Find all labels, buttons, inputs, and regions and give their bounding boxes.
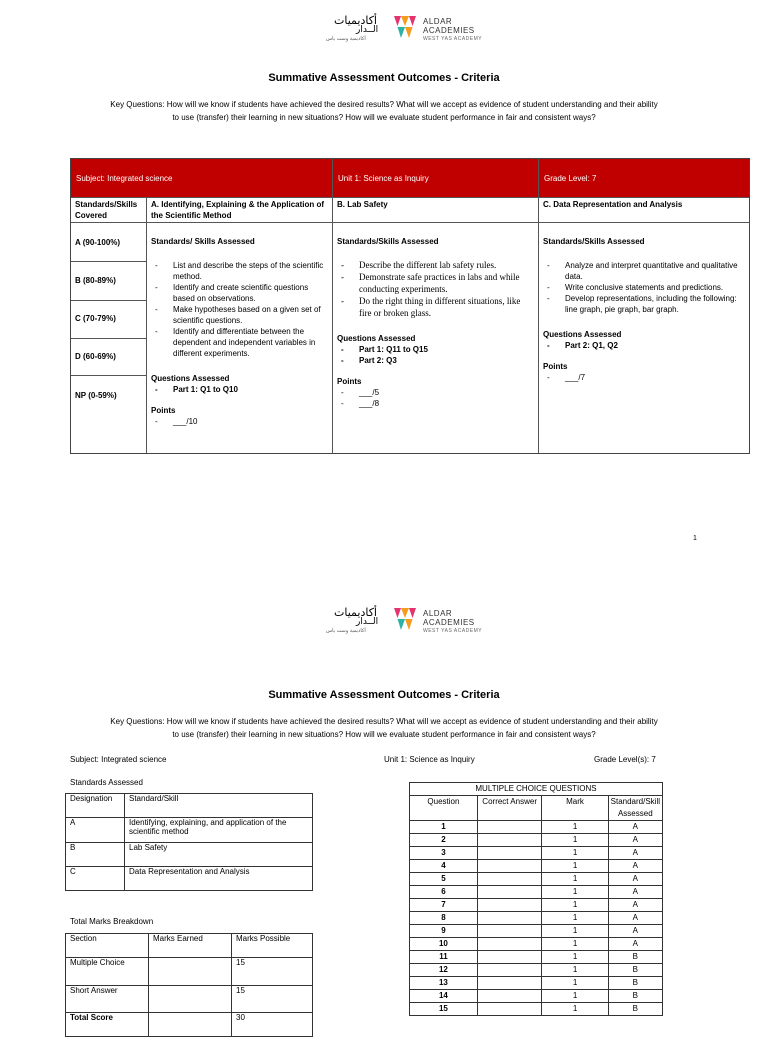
table-cell: 13 <box>410 977 478 990</box>
key-questions-line2: to use (transfer) their learning in new situations? How will we evaluate student performance in fair and consistent ways? <box>172 113 596 122</box>
table-row <box>66 958 313 986</box>
list-item: - ___/5 <box>337 387 535 398</box>
table-row <box>410 860 663 873</box>
table-cell: Data Representation and Analysis <box>125 867 313 891</box>
col-a-questions-heading: Questions Assessed <box>151 374 230 383</box>
table-cell: 1 <box>542 951 608 964</box>
list-item: - Part 1: Q11 to Q15 <box>337 344 535 355</box>
unit-label: Unit 1: Science as Inquiry <box>384 755 475 764</box>
key-questions-line1: Key Questions: How will we know if students have achieved the desired results? What will we accept as evidence of student understanding and their ability <box>110 717 658 726</box>
table-header-cell: Marks Earned <box>149 934 232 958</box>
marks-breakdown-label: Total Marks Breakdown <box>70 917 154 926</box>
table-cell: A <box>66 818 125 843</box>
table-cell: 15 <box>232 986 313 1013</box>
table-cell: B <box>608 990 662 1003</box>
col-b-heading: Standards/Skills Assessed <box>337 237 439 246</box>
logo-english-line1: ALDAR <box>423 17 453 26</box>
table-cell: 14 <box>410 990 478 1003</box>
table-header-cell: Section <box>66 934 149 958</box>
table-cell <box>477 899 542 912</box>
list-item: - Identify and create scientific questions based on observations. <box>151 282 329 304</box>
logo-arabic-sub: أكاديمية وست ياس <box>326 628 366 634</box>
list-item: - Write conclusive statements and predictions. <box>543 282 743 293</box>
table-row <box>410 834 663 847</box>
table-cell: 11 <box>410 951 478 964</box>
list-item: - ___/10 <box>151 416 329 427</box>
list-item: - Demonstrate safe practices in labs and while conducting experiments. <box>337 271 535 295</box>
table-row <box>410 1003 663 1016</box>
table-row <box>410 964 663 977</box>
list-item: - Develop representations, including the following: line graph, pie graph, bar graph. <box>543 293 743 315</box>
logo-arabic-line1: أكاديميات <box>334 14 377 27</box>
mcq-body <box>410 821 663 1016</box>
table-cell: 1 <box>542 847 608 860</box>
grade-b-label: B (80-89%) <box>75 276 116 285</box>
aldar-mark-icon <box>394 606 416 632</box>
table-cell: Multiple Choice <box>66 958 149 986</box>
table-cell: A <box>608 886 662 899</box>
col-b-points-heading: Points <box>337 377 362 386</box>
table-cell: 1 <box>542 899 608 912</box>
table-cell: A <box>608 938 662 951</box>
grade-np-label: NP (0-59%) <box>75 391 117 400</box>
table-cell: 1 <box>542 938 608 951</box>
header-unit-text: Unit 1: Science as Inquiry <box>338 174 429 183</box>
table-cell <box>477 834 542 847</box>
table-row <box>66 794 313 818</box>
table-cell: 5 <box>410 873 478 886</box>
table-row <box>410 925 663 938</box>
table-row <box>410 951 663 964</box>
table-cell <box>477 1003 542 1016</box>
table-row <box>410 990 663 1003</box>
table-cell: B <box>66 843 125 867</box>
table-cell <box>477 964 542 977</box>
col-b-title: B. Lab Safety <box>337 200 388 209</box>
page-number: 1 <box>693 535 697 542</box>
mcq-table <box>409 782 663 1016</box>
list-item: - Do the right thing in different situations, like fire or broken glass. <box>337 295 535 319</box>
col-c-heading: Standards/Skills Assessed <box>543 237 645 246</box>
aldar-logo <box>322 606 492 636</box>
table-cell <box>149 986 232 1013</box>
list-item: - ___/8 <box>337 398 535 409</box>
list-item: - Make hypotheses based on a given set of scientific questions. <box>151 304 329 326</box>
col-c-title: C. Data Representation and Analysis <box>543 200 683 209</box>
mcq-title: MULTIPLE CHOICE QUESTIONS <box>410 783 663 796</box>
table-cell <box>477 912 542 925</box>
table-cell: Identifying, explaining, and application of the scientific method <box>125 818 313 843</box>
table-cell <box>477 951 542 964</box>
list-item: - Describe the different lab safety rules. <box>337 259 535 271</box>
table-cell: 1 <box>542 860 608 873</box>
table-cell <box>477 925 542 938</box>
table-cell <box>477 847 542 860</box>
list-item: - Part 2: Q1, Q2 <box>543 340 743 351</box>
table-cell <box>477 938 542 951</box>
logo-arabic-line1: أكاديميات <box>334 606 377 619</box>
table-cell <box>477 821 542 834</box>
table-row <box>410 938 663 951</box>
grade-a-label: A (90-100%) <box>75 238 121 247</box>
table-cell <box>477 977 542 990</box>
logo-english-line1: ALDAR <box>423 609 453 618</box>
list-item: - Analyze and interpret quantitative and qualitative data. <box>543 260 743 282</box>
table-cell: 15 <box>232 958 313 986</box>
table-cell: 4 <box>410 860 478 873</box>
table-row <box>66 867 313 891</box>
table-cell: 10 <box>410 938 478 951</box>
standards-table <box>65 793 313 891</box>
table-cell: Total Score <box>66 1013 149 1037</box>
table-cell: 1 <box>542 886 608 899</box>
table-cell: 1 <box>542 977 608 990</box>
table-cell <box>149 1013 232 1037</box>
table-cell: 7 <box>410 899 478 912</box>
table-cell: A <box>608 925 662 938</box>
table-cell <box>477 990 542 1003</box>
page-title: Summative Assessment Outcomes - Criteria <box>268 689 500 701</box>
table-row <box>410 886 663 899</box>
table-header-cell: Designation <box>66 794 125 818</box>
table-cell: C <box>66 867 125 891</box>
table-cell: 3 <box>410 847 478 860</box>
table-cell: 1 <box>542 925 608 938</box>
table-row <box>66 843 313 867</box>
table-cell <box>477 886 542 899</box>
table-cell: 2 <box>410 834 478 847</box>
table-row <box>66 986 313 1013</box>
table-cell: 30 <box>232 1013 313 1037</box>
logo-english-line2: ACADEMIES <box>423 26 475 35</box>
table-header-cell: Mark <box>542 796 608 821</box>
list-item: - Part 1: Q1 to Q10 <box>151 384 329 395</box>
table-cell: B <box>608 951 662 964</box>
table-cell <box>477 860 542 873</box>
table-cell <box>477 873 542 886</box>
table-cell: 15 <box>410 1003 478 1016</box>
table-cell: 1 <box>542 834 608 847</box>
table-cell: 1 <box>410 821 478 834</box>
list-item: - ___/7 <box>543 372 743 383</box>
col-a-points-heading: Points <box>151 406 176 415</box>
table-cell: B <box>608 977 662 990</box>
table-row <box>66 1013 313 1037</box>
col-b-questions-heading: Questions Assessed <box>337 334 416 343</box>
header-subject-text: Subject: Integrated science <box>76 174 173 183</box>
table-row <box>66 818 313 843</box>
header-grade-text: Grade Level: 7 <box>544 174 597 183</box>
logo-arabic-line2: الــدار <box>356 25 379 35</box>
table-cell: Short Answer <box>66 986 149 1013</box>
table-cell: 1 <box>542 964 608 977</box>
table-header-cell: Marks Possible <box>232 934 313 958</box>
table-cell: 1 <box>542 873 608 886</box>
table-header-cell: Question <box>410 796 478 821</box>
key-questions-line2: to use (transfer) their learning in new situations? How will we evaluate student performance in fair and consistent ways? <box>172 730 596 739</box>
list-item: - List and describe the steps of the scientific method. <box>151 260 329 282</box>
table-cell <box>149 958 232 986</box>
table-cell: 12 <box>410 964 478 977</box>
key-questions-line1: Key Questions: How will we know if students have achieved the desired results? What will we accept as evidence of student understanding and their ability <box>110 100 658 109</box>
grade-label: Grade Level(s): 7 <box>594 755 656 764</box>
table-row <box>410 899 663 912</box>
key-questions <box>60 715 708 741</box>
logo-english-line2: ACADEMIES <box>423 618 475 627</box>
table-cell: 1 <box>542 821 608 834</box>
table-cell: 1 <box>542 990 608 1003</box>
table-cell: A <box>608 847 662 860</box>
table-row <box>410 783 663 796</box>
table-cell: A <box>608 860 662 873</box>
table-cell: 1 <box>542 912 608 925</box>
table-cell: 8 <box>410 912 478 925</box>
standards-covered-label: Standards/Skills Covered <box>75 200 138 220</box>
logo-english-line3: WEST YAS ACADEMY <box>423 628 483 634</box>
table-cell: 9 <box>410 925 478 938</box>
page-title: Summative Assessment Outcomes - Criteria <box>268 72 500 84</box>
marks-table <box>65 933 313 1037</box>
table-cell: A <box>608 912 662 925</box>
logo-arabic-sub: أكاديمية وست ياس <box>326 36 366 42</box>
col-a-heading: Standards/ Skills Assessed <box>151 237 255 246</box>
col-a-title: A. Identifying, Explaining & the Application of the Scientific Method <box>151 200 325 220</box>
logo-english-line3: WEST YAS ACADEMY <box>423 36 483 42</box>
standards-assessed-label: Standards Assessed <box>70 778 143 787</box>
subject-label: Subject: Integrated science <box>70 755 167 764</box>
table-header-cell: Correct Answer <box>477 796 542 821</box>
list-item: - Part 2: Q3 <box>337 355 535 366</box>
table-cell: Lab Safety <box>125 843 313 867</box>
table-header-cell: Standard/Skill Assessed <box>608 796 662 821</box>
table-cell: B <box>608 964 662 977</box>
table-row <box>410 873 663 886</box>
table-row <box>66 934 313 958</box>
table-cell: A <box>608 873 662 886</box>
table-row <box>410 796 663 821</box>
table-cell: A <box>608 899 662 912</box>
col-c-questions-heading: Questions Assessed <box>543 330 622 339</box>
list-item: - Identify and differentiate between the dependent and independent variables in different experiments. <box>151 326 329 359</box>
table-row <box>410 821 663 834</box>
table-header-cell: Standard/Skill <box>125 794 313 818</box>
table-cell: 6 <box>410 886 478 899</box>
grade-c-label: C (70-79%) <box>75 314 116 323</box>
table-cell: A <box>608 834 662 847</box>
table-cell: A <box>608 821 662 834</box>
logo-arabic-line2: الــدار <box>356 617 379 627</box>
table-cell: 1 <box>542 1003 608 1016</box>
table-row <box>410 912 663 925</box>
grade-d-label: D (60-69%) <box>75 352 116 361</box>
table-row <box>410 847 663 860</box>
table-row <box>410 977 663 990</box>
table-cell: B <box>608 1003 662 1016</box>
col-c-points-heading: Points <box>543 362 568 371</box>
